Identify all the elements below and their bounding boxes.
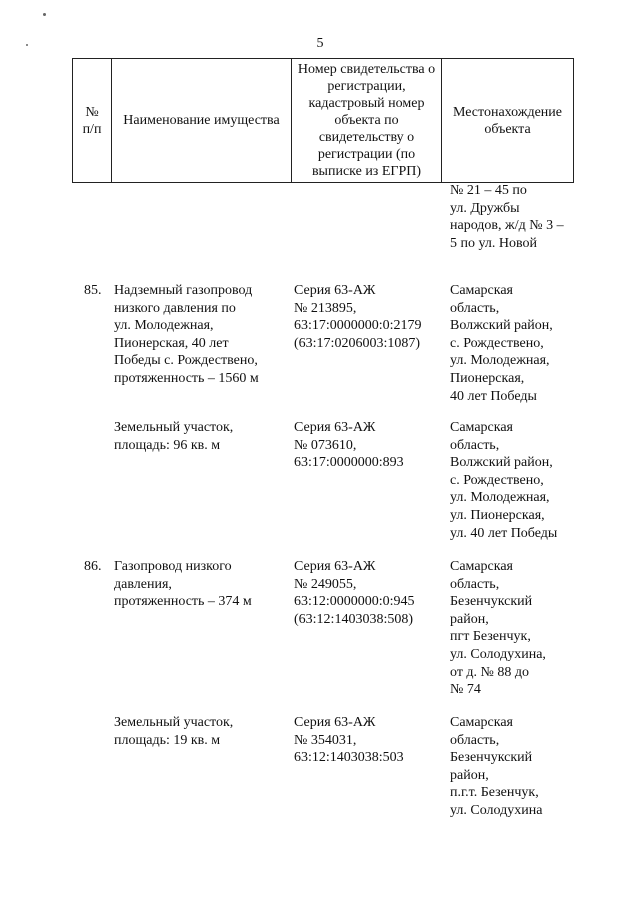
scan-speck (43, 13, 46, 16)
entry-registration: Серия 63-АЖ № 213895, 63:17:0000000:0:2179 (63:17:0206003:1087) (294, 283, 422, 351)
entry-location: Самарская область, Волжский район, с. Рождествено, ул. Молодежная, Пионерская, 40 лет Победы (450, 283, 553, 404)
entry-location: Самарская область, Безенчукский район, пгт Безенчук, ул. Солодухина, от д. № 88 до № 74 (450, 559, 546, 698)
header-number: № п/п (73, 59, 112, 183)
page-number: 5 (316, 36, 324, 51)
entry-registration: Серия 63-АЖ № 073610, 63:17:0000000:893 (294, 420, 404, 471)
entry-registration: Серия 63-АЖ № 354031, 63:12:1403038:503 (294, 715, 404, 766)
header-name: Наименование имущества (112, 59, 292, 183)
header-location: Местонахождение объекта (442, 59, 574, 183)
entry-location: Самарская область, Безенчукский район, п.г.т. Безенчук, ул. Солодухина (450, 715, 543, 818)
entry-name: Земельный участок, площадь: 19 кв. м (114, 715, 234, 748)
property-table-header (72, 58, 574, 183)
entry-name: Надземный газопровод низкого давления по ул. Молодежная, Пионерская, 40 лет Победы с. Рождествено, протяженность – 1560 м (114, 283, 259, 386)
entry-number: 85. (84, 283, 102, 298)
entry-name: Земельный участок, площадь: 96 кв. м (114, 420, 234, 453)
entry-number: 86. (84, 559, 102, 574)
entry-location: Самарская область, Волжский район, с. Рождествено, ул. Молодежная, ул. Пионерская, ул. 40 лет Победы (450, 420, 558, 541)
entry-registration: Серия 63-АЖ № 249055, 63:12:0000000:0:945 (63:12:1403038:508) (294, 559, 415, 627)
header-registration: Номер свидетельства о регистрации, кадастровый номер объекта по свидетельству о регистрации (по выписке из ЕГРП) (292, 59, 442, 183)
entry-name: Газопровод низкого давления, протяженность – 374 м (114, 559, 252, 610)
continuation-location: № 21 – 45 по ул. Дружбы народов, ж/д № 3 – 5 по ул. Новой (450, 183, 564, 251)
